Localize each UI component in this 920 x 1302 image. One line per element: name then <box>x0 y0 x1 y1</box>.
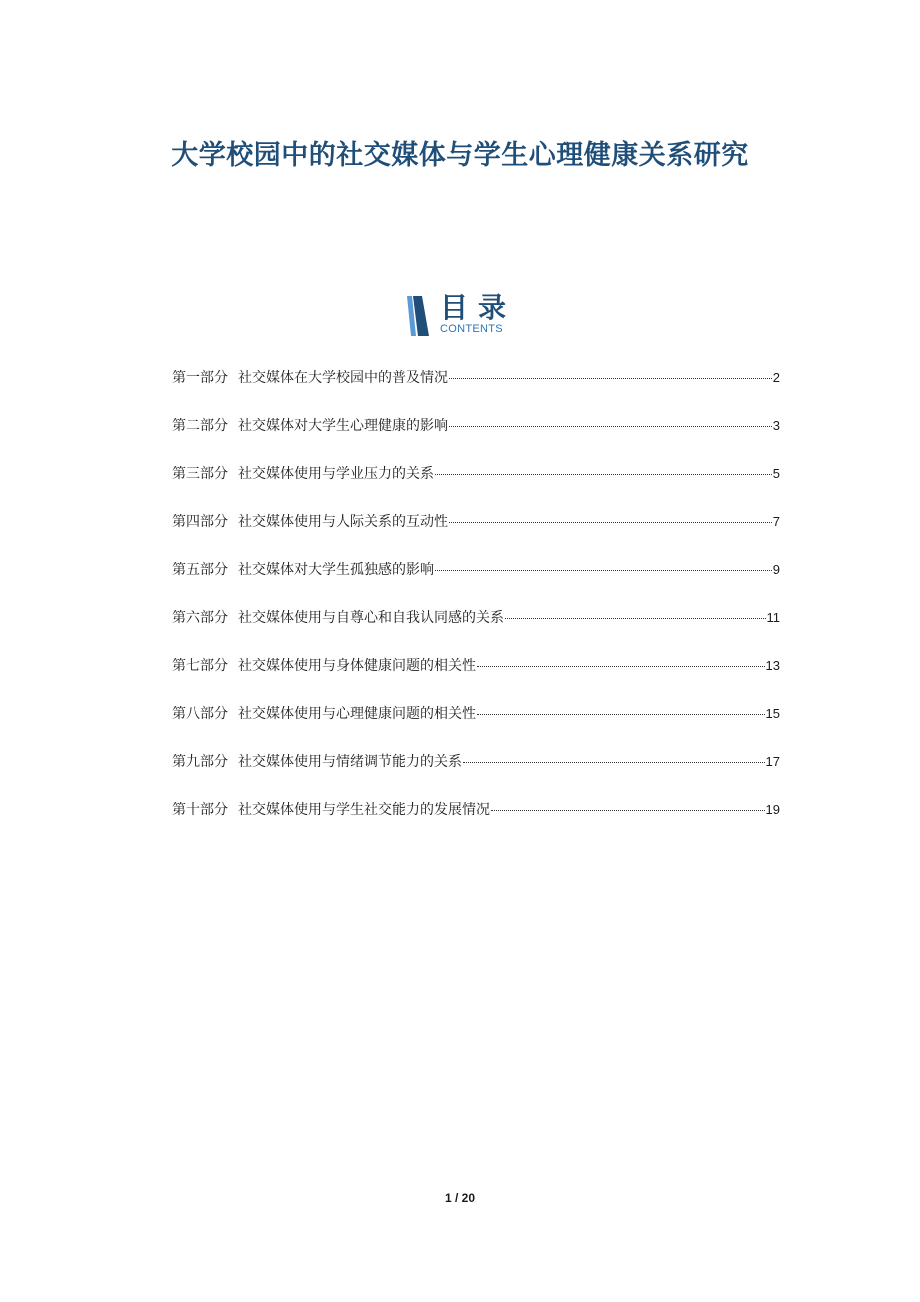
toc-item <box>172 700 780 748</box>
toc-page-number: 17 <box>765 754 780 769</box>
toc-item <box>172 652 780 700</box>
toc-entry-title: 社交媒体使用与学业压力的关系 <box>238 466 434 482</box>
table-of-contents <box>172 364 780 844</box>
toc-dot-leader <box>435 570 772 571</box>
toc-item <box>172 364 780 412</box>
toc-dot-leader <box>435 474 772 475</box>
toc-entry-link[interactable] <box>172 604 780 652</box>
toc-item <box>172 796 780 844</box>
toc-dot-leader <box>449 426 772 427</box>
toc-page-number: 9 <box>772 562 780 577</box>
toc-entry-title: 社交媒体在大学校园中的普及情况 <box>238 370 448 386</box>
toc-page-number: 7 <box>772 514 780 529</box>
toc-entry-title: 社交媒体使用与自尊心和自我认同感的关系 <box>238 610 504 626</box>
toc-page-number: 19 <box>765 802 780 817</box>
toc-part-number: 第五部分 <box>172 562 228 578</box>
toc-item <box>172 508 780 556</box>
toc-part-number: 第七部分 <box>172 658 228 674</box>
toc-item <box>172 556 780 604</box>
toc-entry-link[interactable] <box>172 700 780 748</box>
toc-entry-link[interactable] <box>172 508 780 556</box>
toc-part-number: 第二部分 <box>172 418 228 434</box>
toc-entry-title: 社交媒体对大学生孤独感的影响 <box>238 562 434 578</box>
toc-dot-leader <box>449 378 772 379</box>
toc-part-number: 第十部分 <box>172 802 228 818</box>
toc-heading-title: 目录 <box>440 291 517 324</box>
toc-entry-title: 社交媒体使用与心理健康问题的相关性 <box>238 706 476 722</box>
toc-part-number: 第三部分 <box>172 466 228 482</box>
toc-entry-title: 社交媒体使用与情绪调节能力的关系 <box>238 754 462 770</box>
toc-part-number: 第九部分 <box>172 754 228 770</box>
toc-part-number: 第六部分 <box>172 610 228 626</box>
toc-page-number: 2 <box>772 370 780 385</box>
toc-dot-leader <box>463 762 765 763</box>
toc-item <box>172 604 780 652</box>
document-title: 大学校园中的社交媒体与学生心理健康关系研究 <box>171 140 749 172</box>
toc-entry-link[interactable] <box>172 364 780 412</box>
toc-dot-leader <box>505 618 766 619</box>
toc-page-number: 11 <box>766 610 780 625</box>
toc-item <box>172 460 780 508</box>
toc-dot-leader <box>477 666 765 667</box>
toc-part-number: 第四部分 <box>172 514 228 530</box>
blue-slanted-bars-icon <box>405 296 431 336</box>
toc-page-number: 13 <box>765 658 780 673</box>
toc-entry-title: 社交媒体对大学生心理健康的影响 <box>238 418 448 434</box>
toc-entry-link[interactable] <box>172 412 780 460</box>
toc-dot-leader <box>491 810 765 811</box>
toc-entry-link[interactable] <box>172 652 780 700</box>
page-indicator: 1 / 20 <box>444 1191 476 1205</box>
toc-entry-link[interactable] <box>172 748 780 796</box>
toc-part-number: 第一部分 <box>172 370 228 386</box>
toc-page-number: 5 <box>772 466 780 481</box>
toc-entry-link[interactable] <box>172 796 780 844</box>
toc-dot-leader <box>477 714 765 715</box>
toc-item <box>172 748 780 796</box>
toc-heading <box>405 292 525 340</box>
toc-heading-subtitle: CONTENTS <box>440 323 503 335</box>
toc-entry-title: 社交媒体使用与身体健康问题的相关性 <box>238 658 476 674</box>
toc-entry-title: 社交媒体使用与人际关系的互动性 <box>238 514 448 530</box>
toc-entry-title: 社交媒体使用与学生社交能力的发展情况 <box>238 802 490 818</box>
toc-item <box>172 412 780 460</box>
toc-dot-leader <box>449 522 772 523</box>
toc-entry-link[interactable] <box>172 556 780 604</box>
toc-entry-link[interactable] <box>172 460 780 508</box>
toc-part-number: 第八部分 <box>172 706 228 722</box>
toc-page-number: 15 <box>765 706 780 721</box>
toc-page-number: 3 <box>772 418 780 433</box>
